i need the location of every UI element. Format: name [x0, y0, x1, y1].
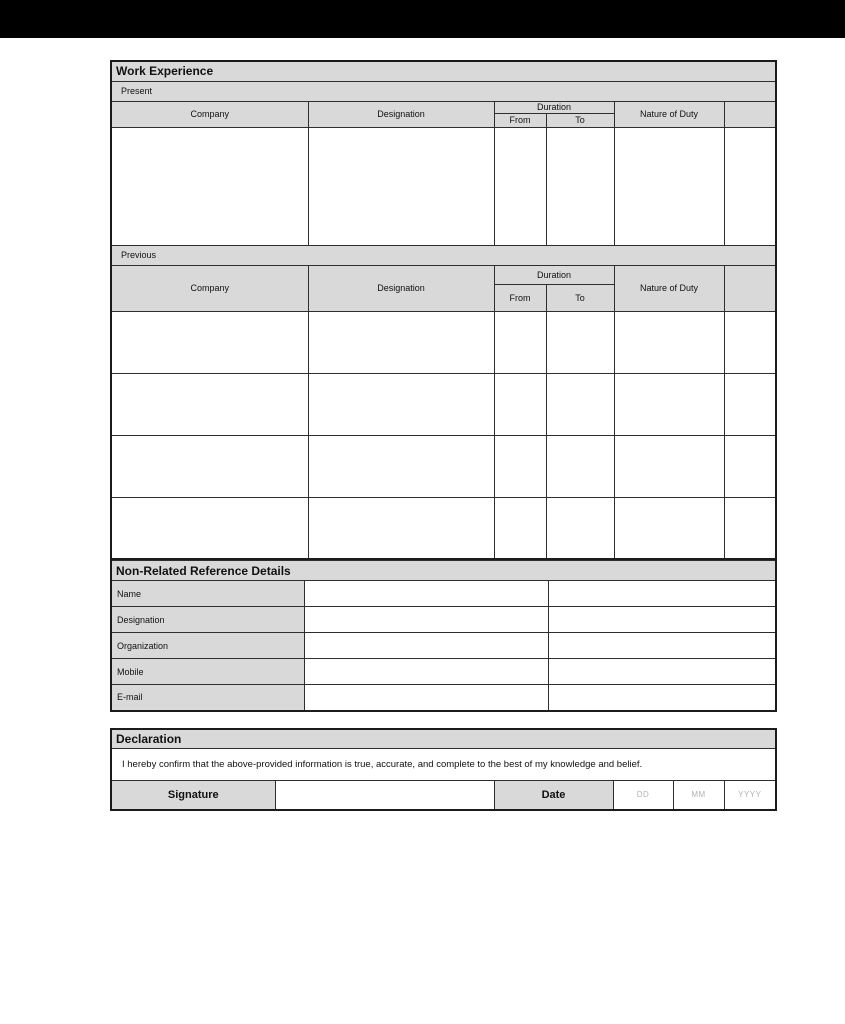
previous-duration-from-cell[interactable] — [494, 497, 546, 559]
declaration-header-row — [111, 729, 776, 749]
reference-label-mobile: Mobile — [111, 659, 304, 685]
previous-company-cell[interactable] — [111, 435, 308, 497]
col-header-nature-of-duty: Nature of Duty — [614, 101, 724, 127]
reference-row-name — [111, 581, 776, 607]
previous-designation-cell[interactable] — [308, 435, 494, 497]
reference-organization-extra-cell[interactable] — [548, 633, 776, 659]
previous-extra-cell[interactable] — [724, 311, 776, 373]
reference-row-email — [111, 685, 776, 711]
previous-data-row-3 — [111, 435, 776, 497]
signature-input-cell[interactable] — [275, 780, 494, 810]
work-experience-table — [110, 60, 777, 560]
previous-duration-from-cell[interactable] — [494, 311, 546, 373]
previous-subheader-row — [111, 245, 776, 265]
date-label: Date — [494, 780, 613, 810]
previous-designation-cell[interactable] — [308, 373, 494, 435]
previous-company-cell[interactable] — [111, 497, 308, 559]
present-company-cell[interactable] — [111, 127, 308, 245]
present-data-row — [111, 127, 776, 245]
signature-label: Signature — [111, 780, 275, 810]
previous-extra-cell[interactable] — [724, 497, 776, 559]
reference-label-name: Name — [111, 581, 304, 607]
reference-details-table — [110, 560, 777, 712]
previous-extra-cell[interactable] — [724, 373, 776, 435]
reference-mobile-value-cell[interactable] — [304, 659, 548, 685]
previous-data-row-2 — [111, 373, 776, 435]
previous-data-row-1 — [111, 311, 776, 373]
declaration-statement: I hereby confirm that the above-provided information is true, accurate, and complete to the best of my knowledge and belief. — [111, 748, 776, 780]
previous-duration-to-cell[interactable] — [546, 311, 614, 373]
reference-email-value-cell[interactable] — [304, 685, 548, 711]
col-header-to: To — [546, 284, 614, 311]
reference-row-mobile — [111, 659, 776, 685]
present-duration-to-cell[interactable] — [546, 127, 614, 245]
signature-date-row — [111, 780, 776, 810]
reference-designation-value-cell[interactable] — [304, 607, 548, 633]
previous-nature-of-duty-cell[interactable] — [614, 497, 724, 559]
work-experience-header-row — [111, 61, 776, 81]
reference-row-designation — [111, 607, 776, 633]
present-subheader-row — [111, 81, 776, 101]
previous-column-header-row-1 — [111, 265, 776, 284]
previous-nature-of-duty-cell[interactable] — [614, 373, 724, 435]
reference-organization-value-cell[interactable] — [304, 633, 548, 659]
present-duration-from-cell[interactable] — [494, 127, 546, 245]
reference-title: Non-Related Reference Details — [111, 561, 776, 581]
reference-email-extra-cell[interactable] — [548, 685, 776, 711]
col-header-blank — [724, 101, 776, 127]
work-experience-title: Work Experience — [111, 61, 776, 81]
declaration-statement-row — [111, 748, 776, 780]
previous-duration-to-cell[interactable] — [546, 373, 614, 435]
col-header-designation: Designation — [308, 265, 494, 311]
col-header-company: Company — [111, 101, 308, 127]
reference-name-value-cell[interactable] — [304, 581, 548, 607]
reference-header-row — [111, 561, 776, 581]
date-year-cell[interactable]: YYYY — [724, 780, 776, 810]
previous-company-cell[interactable] — [111, 311, 308, 373]
present-designation-cell[interactable] — [308, 127, 494, 245]
reference-name-extra-cell[interactable] — [548, 581, 776, 607]
previous-designation-cell[interactable] — [308, 497, 494, 559]
col-header-duration: Duration — [494, 101, 614, 113]
declaration-table — [110, 728, 777, 812]
declaration-title: Declaration — [111, 729, 776, 749]
previous-duration-from-cell[interactable] — [494, 373, 546, 435]
present-nature-of-duty-cell[interactable] — [614, 127, 724, 245]
previous-label: Previous — [111, 245, 776, 265]
col-header-duration: Duration — [494, 265, 614, 284]
date-day-cell[interactable]: DD — [613, 780, 673, 810]
reference-designation-extra-cell[interactable] — [548, 607, 776, 633]
previous-nature-of-duty-cell[interactable] — [614, 435, 724, 497]
col-header-company: Company — [111, 265, 308, 311]
previous-designation-cell[interactable] — [308, 311, 494, 373]
col-header-from: From — [494, 284, 546, 311]
previous-duration-to-cell[interactable] — [546, 497, 614, 559]
reference-label-designation: Designation — [111, 607, 304, 633]
col-header-blank — [724, 265, 776, 311]
present-label: Present — [111, 81, 776, 101]
col-header-from: From — [494, 113, 546, 127]
section-gap — [110, 712, 775, 728]
previous-duration-from-cell[interactable] — [494, 435, 546, 497]
present-column-header-row-1 — [111, 101, 776, 113]
previous-data-row-4 — [111, 497, 776, 559]
previous-nature-of-duty-cell[interactable] — [614, 311, 724, 373]
date-month-cell[interactable]: MM — [673, 780, 724, 810]
reference-mobile-extra-cell[interactable] — [548, 659, 776, 685]
col-header-nature-of-duty: Nature of Duty — [614, 265, 724, 311]
previous-extra-cell[interactable] — [724, 435, 776, 497]
col-header-to: To — [546, 113, 614, 127]
top-black-bar — [0, 0, 845, 38]
reference-label-email: E-mail — [111, 685, 304, 711]
reference-label-organization: Organization — [111, 633, 304, 659]
previous-company-cell[interactable] — [111, 373, 308, 435]
form-area — [110, 60, 775, 811]
reference-row-organization — [111, 633, 776, 659]
col-header-designation: Designation — [308, 101, 494, 127]
previous-duration-to-cell[interactable] — [546, 435, 614, 497]
present-extra-cell[interactable] — [724, 127, 776, 245]
